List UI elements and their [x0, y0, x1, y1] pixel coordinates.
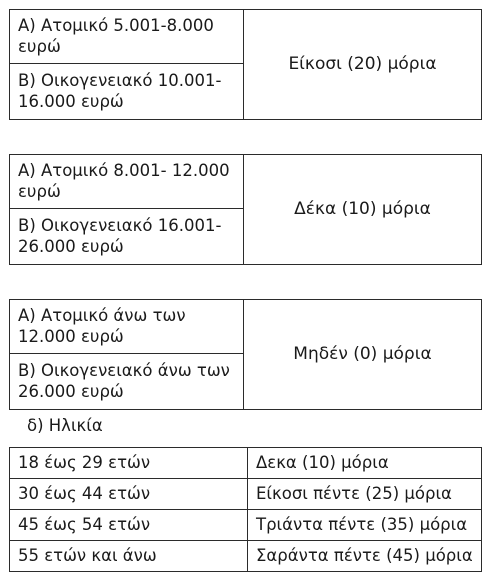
family-income-cell: Β) Οικογενειακό άνω των 26.000 ευρώ — [10, 354, 244, 410]
age-range-cell: 18 έως 29 ετών — [10, 448, 248, 479]
table-row — [10, 10, 482, 64]
points-cell: Είκοσι (20) μόρια — [244, 10, 482, 120]
table-row — [10, 300, 482, 354]
age-range-cell: 30 έως 44 ετών — [10, 479, 248, 510]
age-points-cell: Είκοσι πέντε (25) μόρια — [248, 479, 482, 510]
table-row — [10, 510, 482, 541]
table-row — [10, 448, 482, 479]
age-table — [9, 447, 482, 572]
income-table-1 — [9, 9, 482, 120]
individual-income-cell: Α) Ατομικό άνω των 12.000 ευρώ — [10, 300, 244, 354]
age-points-cell: Σαράντα πέντε (45) μόρια — [248, 541, 482, 572]
income-table-3 — [9, 299, 482, 410]
points-cell: Δέκα (10) μόρια — [244, 155, 482, 265]
age-points-cell: Δεκα (10) μόρια — [248, 448, 482, 479]
age-range-cell: 55 ετών και άνω — [10, 541, 248, 572]
table-row — [10, 155, 482, 209]
age-range-cell: 45 έως 54 ετών — [10, 510, 248, 541]
family-income-cell: Β) Οικογενειακό 16.001-26.000 ευρώ — [10, 209, 244, 265]
income-table-2 — [9, 154, 482, 265]
individual-income-cell: Α) Ατομικό 8.001- 12.000 ευρώ — [10, 155, 244, 209]
table-row — [10, 479, 482, 510]
family-income-cell: Β) Οικογενειακό 10.001-16.000 ευρώ — [10, 64, 244, 120]
points-cell: Μηδέν (0) μόρια — [244, 300, 482, 410]
table-row — [10, 541, 482, 572]
age-section-heading: δ) Ηλικία — [27, 416, 103, 435]
age-points-cell: Τριάντα πέντε (35) μόρια — [248, 510, 482, 541]
individual-income-cell: Α) Ατομικό 5.001-8.000 ευρώ — [10, 10, 244, 64]
